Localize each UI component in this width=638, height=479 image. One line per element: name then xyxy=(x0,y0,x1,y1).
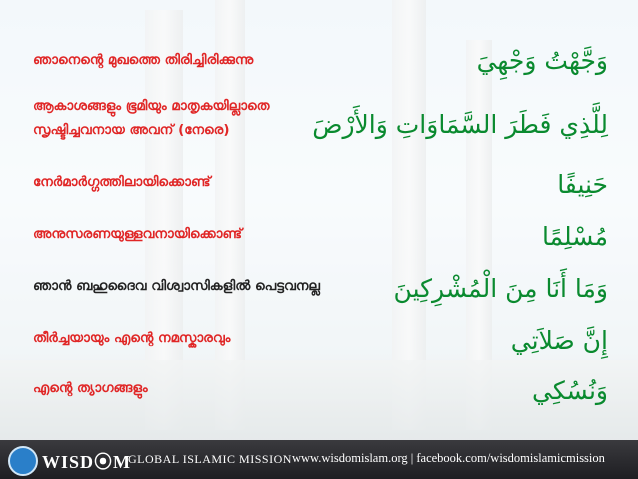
malayalam-text: നേർമാർഗ്ഗത്തിലായിക്കൊണ്ട് xyxy=(33,174,211,190)
brand-name: WISD⦿M xyxy=(42,452,132,472)
brand-subtitle: GLOBAL ISLAMIC MISSION xyxy=(128,452,292,466)
arabic-text: حَنِيفًا xyxy=(557,170,608,199)
arabic-text: وَمَا أَنَا مِنَ الْمُشْرِكِينَ xyxy=(393,274,608,303)
malayalam-text: ആകാശങ്ങളും ഭൂമിയും മാതൃകയില്ലാതെ xyxy=(33,98,270,114)
wisdom-logo-icon xyxy=(8,446,38,476)
arabic-text: مُسْلِمًا xyxy=(541,222,608,251)
arabic-text: وَنُسُكِي xyxy=(532,376,608,405)
malayalam-text: സൃഷ്ടിച്ചവനായ അവന് (നേരെ) xyxy=(33,122,230,138)
arabic-text: وَجَّهْتُ وَجْهِيَ xyxy=(476,46,608,75)
malayalam-text: തീർച്ചയായും എന്റെ നമസ്കാരവും xyxy=(33,330,231,346)
malayalam-text: എന്റെ ത്യാഗങ്ങളും xyxy=(33,380,148,396)
footer-links: www.wisdomislam.org | facebook.com/wisdomislamicmission xyxy=(292,451,605,465)
malayalam-text: അനുസരണയുള്ളവനായിക്കൊണ്ട് xyxy=(33,226,242,242)
malayalam-text: ഞാനെന്റെ മുഖത്തെ തിരിച്ചിരിക്കുന്നു xyxy=(33,52,254,68)
arabic-text: لِلَّذِي فَطَرَ السَّمَاوَاتِ وَالأَرْضَ xyxy=(312,110,608,139)
arabic-text: إِنَّ صَلاَتِي xyxy=(510,326,608,355)
malayalam-text: ഞാൻ ബഹുദൈവ വിശ്വാസികളിൽ പെട്ടവനല്ല xyxy=(33,278,320,294)
